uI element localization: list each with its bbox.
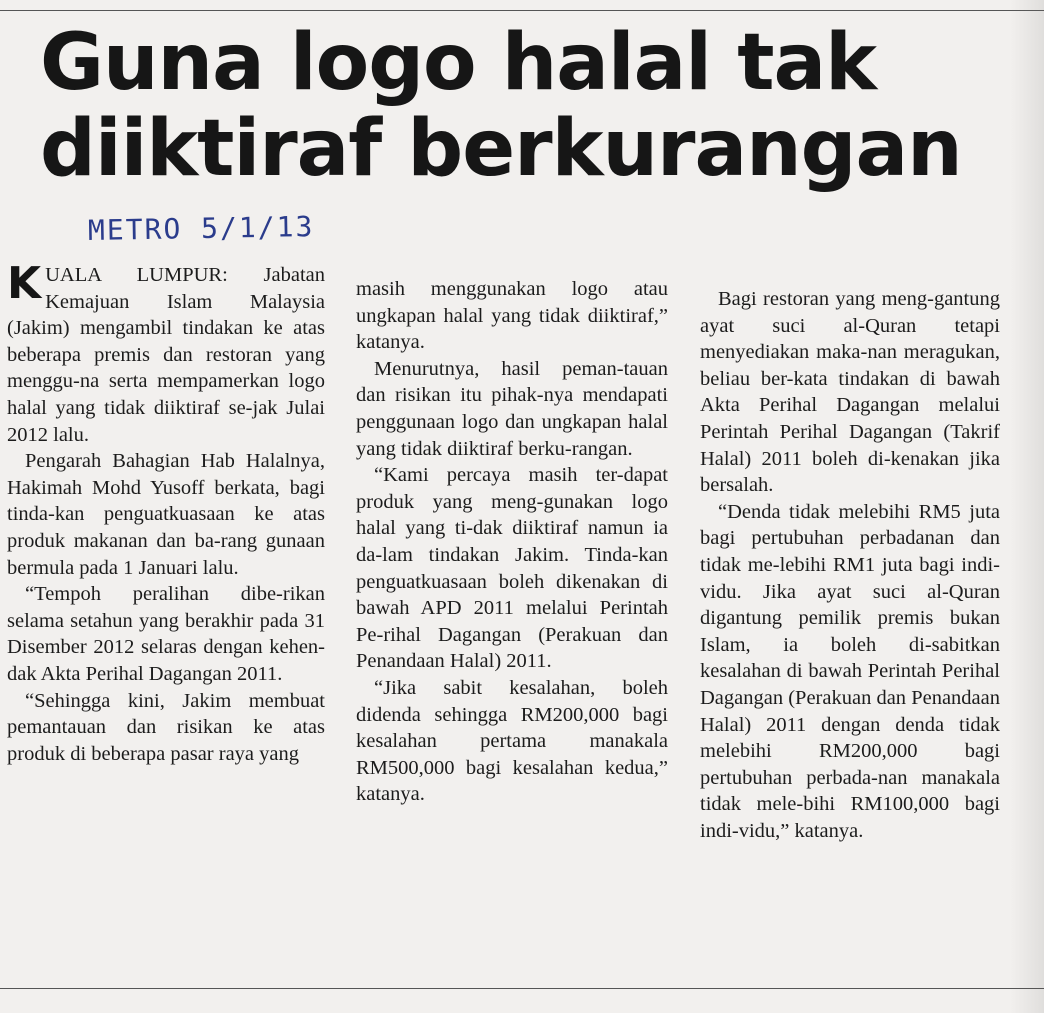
drop-cap: K: [7, 258, 42, 309]
headline-line-2: diiktiraf berkurangan: [40, 104, 962, 194]
paragraph: “Sehingga kini, Jakim membuat pemantauan dan risikan ke atas produk di beberapa pasar raya yang: [7, 689, 325, 765]
paragraph: “Tempoh peralihan dibe-rikan selama setahun yang berakhir pada 31 Disember 2012 selaras dengan kehen-dak Akta Perihal Dagangan 2011.: [7, 583, 325, 685]
paragraph: “Jika sabit kesalahan, boleh didenda sehingga RM200,000 bagi kesalahan pertama manakala RM500,000 bagi kesalahan kedua,” katanya.: [356, 676, 668, 806]
paragraph: Menurutnya, hasil peman-tauan dan risikan itu pihak-nya mendapati penggunaan logo dan ungkapan halal yang tidak diiktiraf berku-rangan.: [356, 357, 668, 460]
paragraph: Bagi restoran yang meng-gantung ayat suci al-Quran tetapi menyediakan maka-nan meragukan, beliau ber-kata tindakan di bawah Akta Perihal Dagangan melalui Perintah Perihal Dagangan (Takrif Halal) 2011 boleh di-kenakan jika bersalah.: [700, 288, 1000, 497]
paragraph: Pengarah Bahagian Hab Halalnya, Hakimah Mohd Yusoff berkata, bagi tinda-kan penguatkuasaan ke atas produk makanan dan ba-rang gunaan bermula pada 1 Januari lalu.: [7, 450, 325, 579]
headline: [40, 20, 1020, 192]
article-column-3: [700, 286, 1000, 844]
article-column-2: [356, 276, 668, 808]
paragraph: “Kami percaya masih ter-dapat produk yang meng-gunakan logo halal yang ti-dak diiktiraf namun ia da-lam tindakan Jakim. Tinda-kan penguatkuasaan boleh dikenakan di bawah APD 2011 melalui Perintah Pe-rihal Dagangan (Perakuan dan Penandaan Halal) 2011.: [356, 464, 668, 673]
handwritten-source-note: METRO 5/1/13: [87, 210, 315, 247]
bottom-rule: [0, 988, 1044, 989]
paragraph-text: UALA LUMPUR: Jabatan Kemajuan Islam Malaysia (Jakim) mengambil tindakan ke atas beberapa premis dan restoran yang menggu-na serta mempamerkan logo halal yang tidak diiktiraf se-jak Julai 2012 lalu.: [7, 264, 325, 446]
top-rule: [0, 10, 1044, 11]
paragraph: [7, 258, 325, 448]
paragraph: masih menggunakan logo atau ungkapan halal yang tidak diiktiraf,” katanya.: [356, 278, 668, 354]
article-column-1: [7, 258, 325, 767]
headline-line-1: Guna logo halal tak: [40, 18, 876, 108]
adjacent-page-edge: [1010, 0, 1044, 1013]
paragraph: “Denda tidak melebihi RM5 juta bagi pertubuhan perbadanan dan tidak me-lebihi RM1 juta bagi indi-vidu. Jika ayat suci al-Quran digantung pemilik premis bukan Islam, ia boleh di-sabitkan kesalahan di bawah Perintah Perihal Dagangan (Perakuan dan Penandaan Halal) 2011 dengan denda tidak melebihi RM200,000 bagi pertubuhan perbada-nan manakala tidak mele-bihi RM100,000 bagi indi-vidu,” katanya.: [700, 500, 1000, 842]
